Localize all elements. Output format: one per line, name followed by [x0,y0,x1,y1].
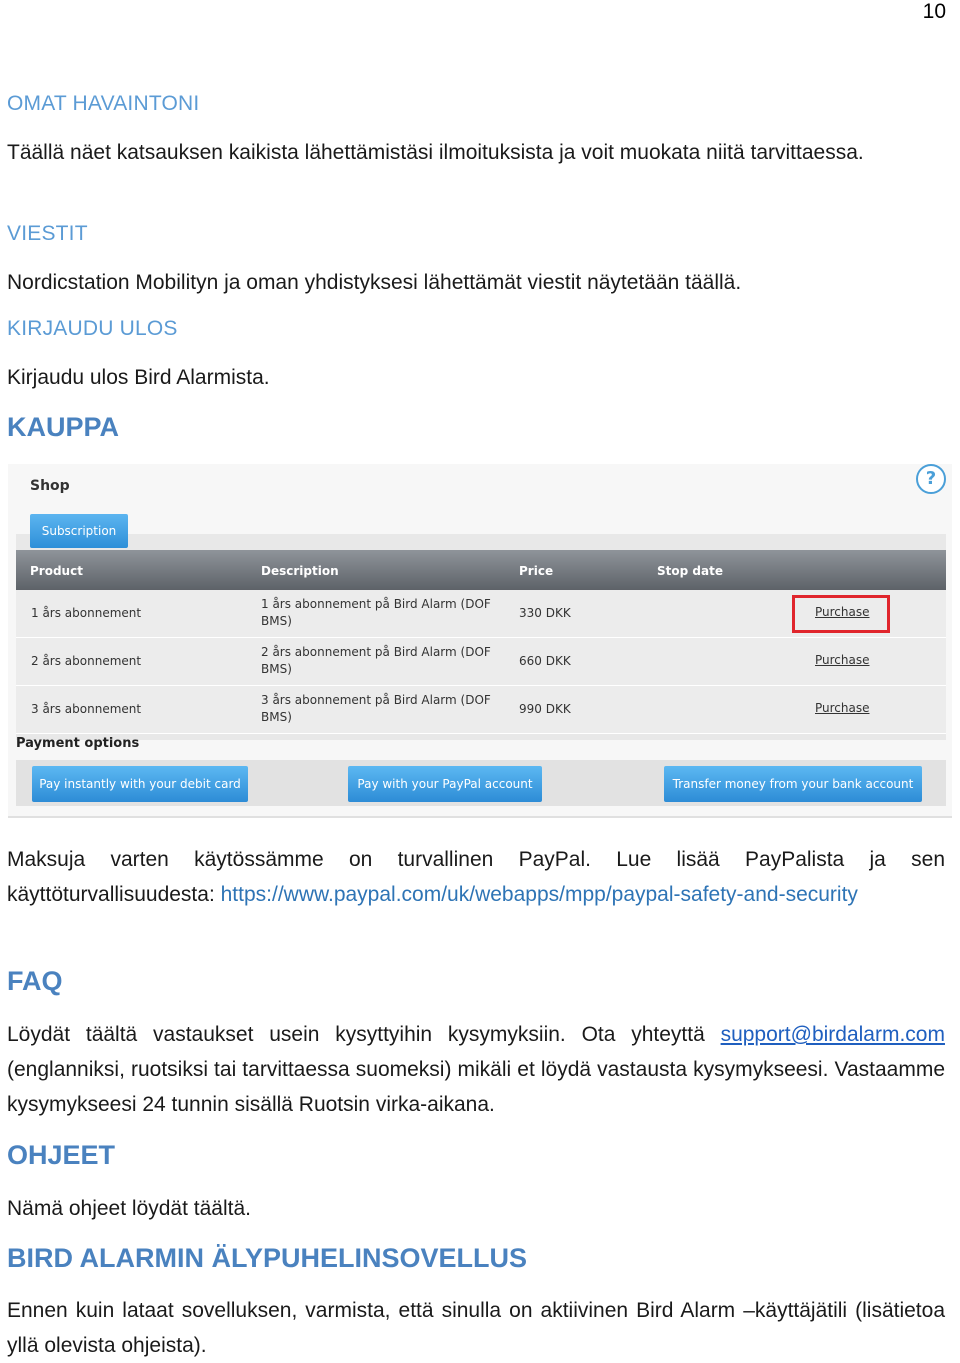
product-price: 330 DKK [519,606,571,620]
column-header-description: Description [261,564,339,578]
section-heading-faq: FAQ [7,966,63,996]
column-header-price: Price [519,564,554,578]
table-row [16,638,946,686]
shop-title: Shop [30,478,70,494]
help-icon[interactable]: ? [916,464,946,494]
product-name: 1 års abonnement [31,606,142,620]
product-name: 3 års abonnement [31,702,142,716]
support-email-link[interactable]: support@birdalarm.com [720,1023,945,1046]
section-text-faq: Löydät täältä vastaukset usein kysyttyihin kysymyksiin. Ota yhteyttä support@birdalarm.com (englanniksi, ruotsiksi tai tarvittaessa suomeksi) mikäli et löydä vastausta kysymykseesi. Vastaamme kysymykseesi 24 tunnin sisällä Ruotsin virka-aikana. [7,1023,945,1116]
table-header [16,550,946,590]
section-heading-app: BIRD ALARMIN ÄLYPUHELINSOVELLUS [7,1243,528,1273]
product-description: 2 års abonnement på Bird Alarm (DOF BMS) [261,645,491,676]
product-price: 990 DKK [519,702,571,716]
paypal-safety-link[interactable]: https://www.paypal.com/uk/webapps/mpp/paypal-safety-and-security [220,883,858,906]
pay-debit-card-button[interactable]: Pay instantly with your debit card [32,766,248,802]
page-number: 10 [922,0,946,23]
payment-options-label: Payment options [16,736,140,751]
pay-paypal-button[interactable]: Pay with your PayPal account [348,766,542,802]
table-row [16,686,946,734]
product-name: 2 års abonnement [31,654,142,668]
section-heading-kirjaudu: KIRJAUDU ULOS [7,317,178,340]
product-description: 3 års abonnement på Bird Alarm (DOF BMS) [261,693,491,724]
section-text-kauppa: Maksuja varten käytössämme on turvallinen PayPal. Lue lisää PayPalista ja sen käyttöturvallisuudesta: https://www.paypal.com/uk/webapps/mpp/paypal-safety-and-security [7,848,945,906]
section-text-kirjaudu: Kirjaudu ulos Bird Alarmista. [7,366,270,389]
subscription-tab[interactable]: Subscription [30,514,128,548]
section-heading-omat: OMAT HAVAINTONI [7,92,200,115]
shop-screenshot [8,464,952,818]
purchase-link[interactable]: Purchase [815,605,870,619]
section-heading-kauppa: KAUPPA [7,412,120,442]
table-row [16,590,946,638]
section-text-app: Ennen kuin lataat sovelluksen, varmista, että sinulla on aktiivinen Bird Alarm –käyttäjätili (lisätietoa yllä olevista ohjeista). [7,1299,945,1357]
section-heading-viestit: VIESTIT [7,222,88,245]
pay-bank-transfer-button[interactable]: Transfer money from your bank account [664,766,922,802]
product-description: 1 års abonnement på Bird Alarm (DOF BMS) [261,597,491,628]
section-text-omat: Täällä näet katsauksen kaikista lähettämistäsi ilmoituksista ja voit muokata niitä tarvittaessa. [7,141,864,164]
section-text-viestit: Nordicstation Mobilityn ja oman yhdistyksesi lähettämät viestit näytetään täällä. [7,271,742,294]
section-heading-ohjeet: OHJEET [7,1140,116,1170]
purchase-link[interactable]: Purchase [815,653,870,667]
purchase-link[interactable]: Purchase [815,701,870,715]
product-price: 660 DKK [519,654,571,668]
column-header-stop-date: Stop date [657,564,723,578]
section-text-ohjeet: Nämä ohjeet löydät täältä. [7,1197,251,1220]
column-header-product: Product [30,564,83,578]
